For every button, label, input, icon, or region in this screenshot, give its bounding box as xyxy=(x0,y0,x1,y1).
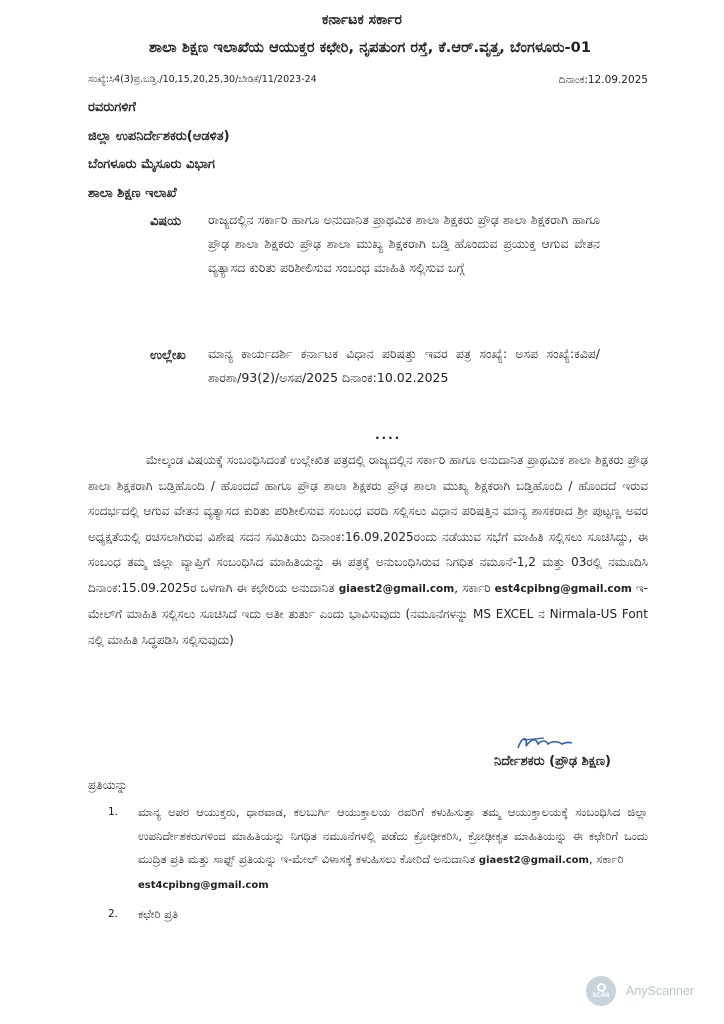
body-paragraph xyxy=(88,448,648,653)
copy-item-1 xyxy=(108,801,648,897)
addressee-line2: ಬೆಂಗಳೂರು ಮೈಸೂರು ವಿಭಾಗ xyxy=(88,157,215,172)
copy-item-number: 2. xyxy=(108,908,119,920)
copy-email-aided: giaest2@gmail.com xyxy=(478,855,589,866)
scanner-watermark xyxy=(586,976,694,1006)
office-address: ಶಾಲಾ ಶಿಕ್ಷಣ ಇಲಾಖೆಯ ಆಯುಕ್ತರ ಕಛೇರಿ, ನೃಪತುಂಗ ರಸ್ತೆ, ಕೆ.ಆರ್.ವೃತ್ತ, ಬೆಂಗಳೂರು-01 xyxy=(148,40,592,56)
reference-label: ಉಲ್ಲೇಖ xyxy=(150,348,186,363)
scanner-logo-icon xyxy=(586,976,616,1006)
copy-item-mid: , ಸರ್ಕಾರಿ xyxy=(588,852,624,866)
addressee-to: ರವರುಗಳಿಗೆ xyxy=(88,100,136,115)
subject-text: ರಾಜ್ಯದಲ್ಲಿನ ಸರ್ಕಾರಿ ಹಾಗೂ ಅನುದಾನಿತ ಪ್ರಾಥಮಿಕ ಶಾಲಾ ಶಿಕ್ಷಕರು ಪ್ರೌಢ ಶಾಲಾ ಶಿಕ್ಷಕರಾಗಿ ಹಾಗೂ ಪ್ರೌಢ ಶಾಲಾ ಶಿಕ್ಷಕರು ಪ್ರೌಢ ಶಾಲಾ ಮುಖ್ಯ ಶಿಕ್ಷಕರಾಗಿ ಬಡ್ತಿ ಹೊಂದುವ ಪ್ರಯುಕ್ತ ಆಗುವ ವೇತನ ವ್ಯತ್ಯಾಸದ ಕುರಿತು ಪರಿಶೀಲಿಸುವ ಸಂಬಂಧ ಮಾಹಿತಿ ಸಲ್ಲಿಸುವ ಬಗ್ಗೆ xyxy=(208,212,600,275)
copies-list xyxy=(108,801,648,927)
scanner-logo-label: SCAN xyxy=(592,993,610,999)
copy-item-text: ಕಛೇರಿ ಪ್ರತಿ xyxy=(138,907,179,921)
email-aided: giaest2@gmail.com xyxy=(338,582,455,595)
subject-label: ವಿಷಯ xyxy=(150,214,182,229)
signature-scribble xyxy=(514,732,574,754)
reference-number: ಸಂಖ್ಯೆ:ಸಿ4(3)ಪ್ರ.ಬಡ್ತಿ./10,15,20,25,30/ಬೇಡಿಕೆ/11/2023-24 xyxy=(88,74,317,85)
separator-dots: .... xyxy=(375,428,402,442)
copy-item-2 xyxy=(108,903,648,927)
copy-email-government: est4cpibng@gmail.com xyxy=(138,879,269,891)
signatory-designation: ನಿರ್ದೇಶಕರು (ಪ್ರೌಢ ಶಿಕ್ಷಣ) xyxy=(494,754,611,769)
government-title: ಕರ್ನಾಟಕ ಸರ್ಕಾರ xyxy=(322,12,402,28)
copy-item-text: ಮಾನ್ಯ ಅಪರ ಆಯುಕ್ತರು, ಧಾರವಾಡ, ಕಲಬುರ್ಗಿ ಆಯುಕ್ತಾಲಯ ರವರಿಗೆ ಕಳುಹಿಸುತ್ತಾ ತಮ್ಮ ಆಯುಕ್ತಾಲಯಕ್ಕೆ ಸಂಬಂಧಿಸಿದ ಜಿಲ್ಲಾ ಉಪನಿರ್ದೇಶಕರುಗಳಿಂದ ಮಾಹಿತಿಯನ್ನು ನಿಗಧಿತ ನಮೂನೆಗಳಲ್ಲಿ ಪಡೆದು ಕ್ರೋಢೀಕರಿಸಿ, ಕ್ರೋಢೀಕೃತ ಮಾಹಿತಿಯನ್ನು ಈ ಕಛೇರಿಗೆ ಒಂದು ಮುದ್ರಿತ ಪ್ರತಿ ಮತ್ತು ಸಾಫ್ಟ್ ಪ್ರತಿಯನ್ನು ಇ-ಮೇಲ್ ವಿಳಾಸಕ್ಕೆ ಕಳುಹಿಸಲು ಕೋರಿದೆ ಅನುದಾನಿತ xyxy=(138,805,648,866)
copies-heading: ಪ್ರತಿಯನ್ನು xyxy=(88,778,128,792)
reference-text: ಮಾನ್ಯ ಕಾರ್ಯದರ್ಶಿ ಕರ್ನಾಟಕ ವಿಧಾನ ಪರಿಷತ್ತು ಇವರ ಪತ್ರ ಸಂಖ್ಯೆ: ಅಸಪ ಸಂಖ್ಯೆ:ಕವಿಪ/ಶಾರಶಾ/93(2)/ಅಸಪ/2025 ದಿನಾಂಕ:10.02.2025 xyxy=(208,346,600,385)
email-government: est4cpibng@gmail.com xyxy=(494,582,632,595)
scanner-app-name: AnyScanner xyxy=(626,984,695,998)
body-text-part1: ಮೇಲ್ಕಂಡ ವಿಷಯಕ್ಕೆ ಸಂಬಂಧಿಸಿದಂತೆ ಉಲ್ಲೇಖಿತ ಪತ್ರದಲ್ಲಿ ರಾಜ್ಯದಲ್ಲಿನ ಸರ್ಕಾರಿ ಹಾಗೂ ಅನುದಾನಿತ ಪ್ರಾಥಮಿಕ ಶಾಲಾ ಶಿಕ್ಷಕರು ಪ್ರೌಢ ಶಾಲಾ ಶಿಕ್ಷಕರಾಗಿ ಬಡ್ತಿಹೊಂದಿ / ಹೊಂದದೆ ಹಾಗೂ ಪ್ರೌಢ ಶಾಲಾ ಶಿಕ್ಷಕರು ಪ್ರೌಢ ಶಾಲಾ ಮುಖ್ಯ ಶಿಕ್ಷಕರಾಗಿ ಬಡ್ತಿಹೊಂದಿ / ಹೊಂದದೆ ಇರುವ ಸಂದರ್ಭದಲ್ಲಿ ಆಗುವ ವೇತನ ವ್ಯತ್ಯಾಸದ ಕುರಿತು ಪರಿಶೀಲಿಸುವ ಸಂಬಂಧ ವರದಿ ಸಲ್ಲಿಸಲು ವಿಧಾನ ಪರಿಷತ್ತಿನ ಮಾನ್ಯ ಶಾಸಕರಾದ ಶ್ರೀ ಪುಟ್ಟಣ್ಣ ಅವರ ಅಧ್ಯಕ್ಷತೆಯಲ್ಲಿ ರಚಿಸಲಾಗಿರುವ ವಿಶೇಷ ಸದನ ಸಮಿತಿಯು ದಿನಾಂಕ:16.09.2025ರಂದು ನಡೆಯುವ ಸಭೆಗೆ ಮಾಹಿತಿ ಸಲ್ಲಿಸಲು ಸೂಚಿಸಿದ್ದು, ಈ ಸಂಬಂಧ ತಮ್ಮ ಜಿಲ್ಲಾ ವ್ಯಾಪ್ತಿಗೆ ಸಂಬಂಧಿಸಿದ ಮಾಹಿತಿಯನ್ನು ಈ ಪತ್ರಕ್ಕೆ ಅನುಬಂಧಿಸಿರುವ ನಿಗಧಿತ ನಮೂನೆ-1,2 ಮತ್ತು 03ರಲ್ಲಿ ನಮೂದಿಸಿ ದಿನಾಂಕ:15.09.2025ರ ಒಳಗಾಗಿ ಈ ಕಛೇರಿಯ ಅನುದಾನಿತ xyxy=(88,453,648,595)
body-text-part3: ಇ-ಮೇಲ್‌ಗೆ ಮಾಹಿತಿ ಸಲ್ಲಿಸಲು ಸೂಚಿಸಿದೆ ಇದು ಅತೀ ತುರ್ತು ಎಂದು ಭಾವಿಸುವುದು (ನಮೂನೆಗಳನ್ನು MS EXCEL ನ Nirmala-US Font ನಲ್ಲಿ ಮಾಹಿತಿ ಸಿದ್ಧಪಡಿಸಿ ಸಲ್ಲಿಸುವುದು) xyxy=(88,580,648,647)
body-text-part2: , ಸರ್ಕಾರಿ xyxy=(454,580,495,595)
letter-date: ದಿನಾಂಕ:12.09.2025 xyxy=(558,74,648,86)
reference-row xyxy=(88,74,648,85)
addressee-line1: ಜಿಲ್ಲಾ ಉಪನಿರ್ದೇಶಕರು(ಆಡಳಿತ) xyxy=(88,129,230,144)
addressee-line3: ಶಾಲಾ ಶಿಕ್ಷಣ ಇಲಾಖೆ xyxy=(88,186,177,201)
copy-item-number: 1. xyxy=(108,806,119,818)
